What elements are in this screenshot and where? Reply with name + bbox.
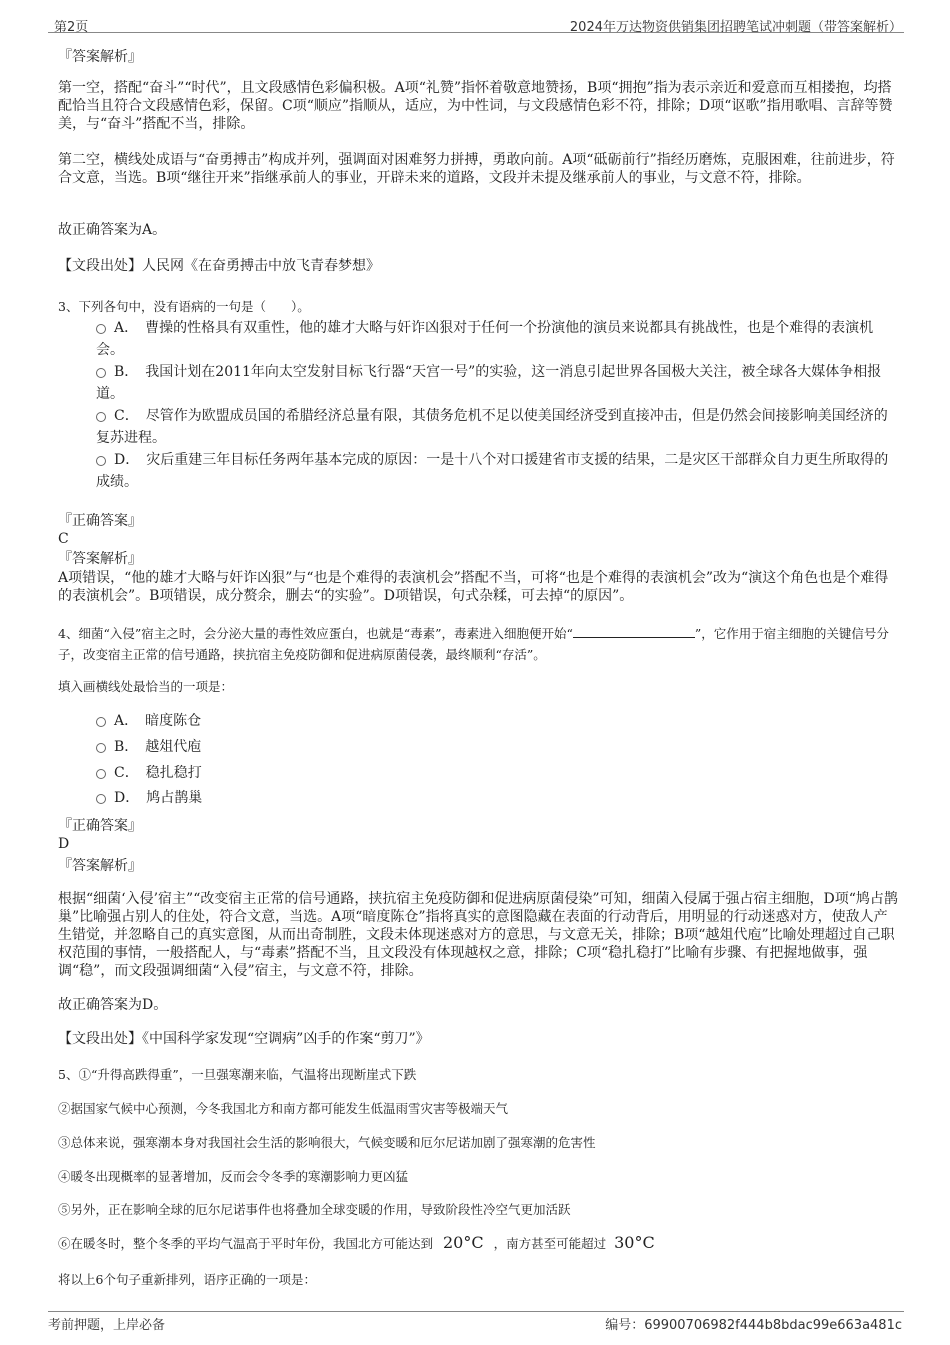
q4-conclusion: 故正确答案为D。	[58, 997, 168, 1013]
q5-sentence-6: ⑥在暖冬时，整个冬季的平均气温高于平时年份，我国北方可能达到 20°C ，南方甚至可能超过 30°C	[58, 1233, 655, 1252]
q3-analysis: A项错误，“他的雄才大略与奸诈凶狠”与“也是个难得的表演机会”搭配不当，可将“也是个难得的表演机会”改为“演这个角色也是个难得的表演机会”。B项错误，成分赘余，删去“的实验”。D项错误，句式杂糅，可去掉“的原因”。	[58, 570, 889, 604]
radio-icon[interactable]	[96, 717, 106, 727]
q4-option-a[interactable]: A． 暗度陈仓	[96, 710, 896, 732]
page-number: 第2页	[54, 20, 89, 35]
page-footer	[48, 1311, 904, 1333]
document-title: 2024年万达物资供销集团招聘笔试冲刺题（带答案解析）	[569, 20, 902, 35]
radio-icon[interactable]	[96, 456, 106, 466]
q2-analysis-para2: 第二空，横线处成语与“奋勇搏击”构成并列，强调面对困难努力拼搏，勇敢向前。A项“砥砺前行”指经历磨炼，克服困难，往前进步，符合文意，当选。B项“继往开来”指继承前人的事业，开辟未来的道路，文段并未提及继承前人的事业，与文意不符，排除。	[58, 152, 895, 186]
q3-stem: 3、下列各句中，没有语病的一句是（ ）。	[58, 299, 310, 314]
q5-sentence-4: ④暖冬出现概率的显著增加，反而会令冬季的寒潮影响力更凶猛	[58, 1169, 409, 1184]
radio-icon[interactable]	[96, 769, 106, 779]
q5-sentence-2: ②据国家气候中心预测，今冬我国北方和南方都可能发生低温雨雪灾害等极端天气	[58, 1101, 509, 1116]
radio-icon[interactable]	[96, 412, 106, 422]
q2-analysis-title: 『答案解析』	[58, 49, 142, 65]
radio-icon[interactable]	[96, 324, 106, 334]
q3-analysis-title: 『答案解析』	[58, 551, 142, 567]
q5-sentence-5: ⑤另外，正在影响全球的厄尔尼诺事件也将叠加全球变暖的作用，导致阶段性冷空气更加活跃	[58, 1202, 571, 1217]
page-header	[48, 14, 904, 33]
q5-sentence-3: ③总体来说，强寒潮本身对我国社会生活的影响很大，气候变暖和厄尔尼诺加剧了强寒潮的危害性	[58, 1135, 596, 1150]
q4-option-d[interactable]: D． 鸠占鹊巢	[96, 787, 896, 809]
document-serial: 编号：69900706982f444b8bdac99e663a481c	[605, 1318, 902, 1333]
radio-icon[interactable]	[96, 368, 106, 378]
answer-blank	[573, 625, 695, 638]
q3-option-c[interactable]: C． 尽管作为欧盟成员国的希腊经济总量有限，其债务危机不足以使美国经济受到直接冲击，但是仍然会间接影响美国经济的复苏进程。	[96, 408, 888, 446]
temperature-30: 30°C	[614, 1233, 655, 1252]
q2-source: 【文段出处】人民网《在奋勇搏击中放飞青春梦想》	[58, 258, 380, 274]
q4-source: 【文段出处】《中国科学家发现“空调病”凶手的作案“剪刀”》	[58, 1031, 430, 1047]
q4-analysis-title: 『答案解析』	[58, 858, 142, 874]
temperature-20: 20°C	[443, 1233, 484, 1252]
radio-icon[interactable]	[96, 794, 106, 804]
footer-slogan: 考前押题，上岸必备	[48, 1318, 166, 1333]
q5-instruction: 将以上6个句子重新排列，语序正确的一项是：	[58, 1272, 316, 1287]
q2-analysis-para1: 第一空，搭配“奋斗”“时代”，且文段感情色彩偏积极。A项“礼赞”指怀着敬意地赞扬，B项“拥抱”指为表示亲近和爱意而互相搂抱，均搭配恰当且符合文段感情色彩，保留。C项“顺应”指顺从，适应，为中性词，与文段感情色彩不符，排除；D项“讴歌”指用歌唱、言辞等赞美，与“奋斗”搭配不当，排除。	[58, 80, 893, 132]
q2-conclusion: 故正确答案为A。	[58, 222, 167, 238]
q4-option-c[interactable]: C． 稳扎稳打	[96, 762, 896, 784]
q4-analysis: 根据“细菌‘入侵’宿主”“改变宿主正常的信号通路，挟抗宿主免疫防御和促进病原菌侵染”可知，细菌入侵属于强占宿主细胞，D项“鸠占鹊巢”比喻强占别人的住处，符合文意，当选。A项“暗度陈仓”指将真实的意图隐藏在表面的行动背后，用明显的行动迷惑对方，使敌人产生错觉，并忽略自己的真实意图，从而出奇制胜，文段未体现迷惑对方的意思，与文意无关，排除；B项“越俎代庖”比喻处理超过自己职权范围的事情，一般搭配人，与“毒素”搭配不当，且文段没有体现越权之意，排除；C项“稳扎稳打”比喻有步骤、有把握地做事，强调“稳”，而文段强调细菌“入侵”宿主，与文意不符，排除。	[58, 891, 898, 979]
q3-option-a[interactable]: A． 曹操的性格具有双重性，他的雄才大略与奸诈凶狠对于任何一个扮演他的演员来说都具有挑战性，也是个难得的表演机会。	[96, 320, 874, 358]
q3-answer: C	[58, 531, 69, 547]
q3-answer-title: 『正确答案』	[58, 513, 142, 529]
q4-answer: D	[58, 836, 70, 852]
q5-sentence-1: 5、①“升得高跌得重”，一旦强寒潮来临，气温将出现断崖式下跌	[58, 1067, 417, 1082]
q4-answer-title: 『正确答案』	[58, 818, 142, 834]
q4-stem: 4、细菌“入侵”宿主之时，会分泌大量的毒性效应蛋白，也就是“毒素”，毒素进入细胞便开始“ ”，它作用于宿主细胞的关键信号分子，改变宿主正常的信号通路，挟抗宿主免疫防御和促进病原菌侵袭，最终顺利“存活”。	[58, 626, 889, 662]
radio-icon[interactable]	[96, 743, 106, 753]
q3-option-b[interactable]: B． 我国计划在2011年向太空发射目标飞行器“天宫一号”的实验，这一消息引起世界各国极大关注，被全球各大媒体争相报道。	[96, 364, 882, 402]
q4-instruction: 填入画横线处最恰当的一项是：	[58, 679, 234, 694]
q3-option-d[interactable]: D． 灾后重建三年目标任务两年基本完成的原因：一是十八个对口援建省市支援的结果，二是灾区干部群众自力更生所取得的成绩。	[96, 452, 889, 490]
q4-option-b[interactable]: B． 越俎代庖	[96, 736, 896, 758]
